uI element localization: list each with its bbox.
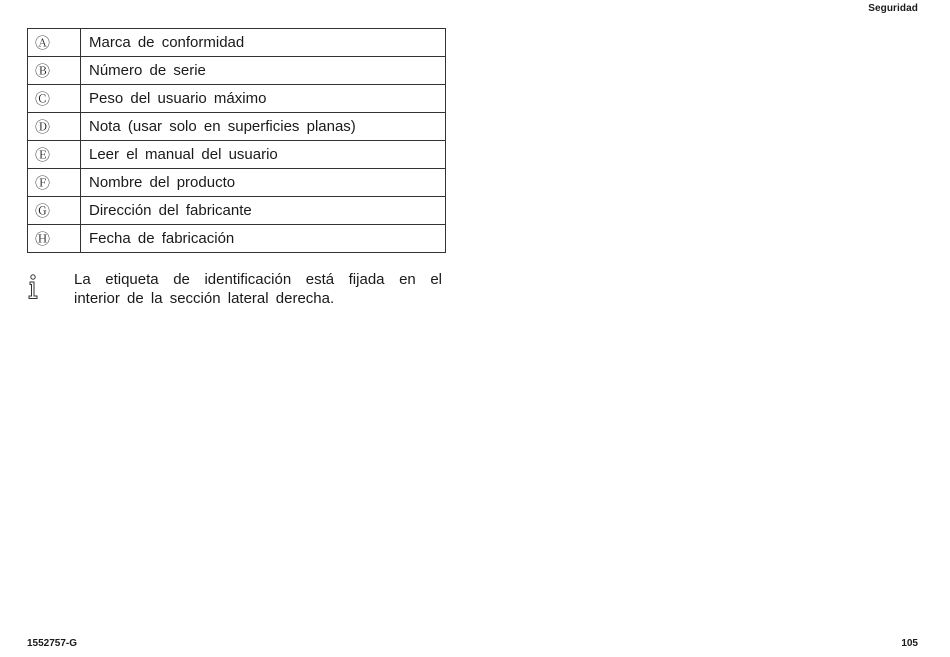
- table-row: [28, 141, 446, 169]
- page-number: 105: [901, 638, 918, 649]
- legend-description: Número de serie: [81, 57, 446, 85]
- legend-description: Leer el manual del usuario: [81, 141, 446, 169]
- legend-description: Nombre del producto: [81, 169, 446, 197]
- table-row: [28, 169, 446, 197]
- document-number: 1552757-G: [27, 638, 78, 649]
- table-row: [28, 197, 446, 225]
- marker-g: Ⓖ: [28, 197, 81, 225]
- marker-h: Ⓗ: [28, 225, 81, 253]
- label-legend-table: [27, 28, 446, 253]
- marker-b: Ⓑ: [28, 57, 81, 85]
- table-row: [28, 113, 446, 141]
- info-note-text: La etiqueta de identificación está fijada en el interior de la sección lateral derecha.: [74, 271, 442, 307]
- marker-d: Ⓓ: [28, 113, 81, 141]
- marker-f: Ⓕ: [28, 169, 81, 197]
- table-row: [28, 225, 446, 253]
- legend-description: Peso del usuario máximo: [81, 85, 446, 113]
- marker-a: Ⓐ: [28, 29, 81, 57]
- table-row: [28, 85, 446, 113]
- legend-description: Marca de conformidad: [81, 29, 446, 57]
- table-row: [28, 57, 446, 85]
- info-note: [27, 270, 442, 308]
- legend-description: Dirección del fabricante: [81, 197, 446, 225]
- marker-c: Ⓒ: [28, 85, 81, 113]
- section-title: Seguridad: [868, 3, 918, 14]
- table-row: [28, 29, 446, 57]
- legend-description: Nota (usar solo en superficies planas): [81, 113, 446, 141]
- legend-description: Fecha de fabricación: [81, 225, 446, 253]
- marker-e: Ⓔ: [28, 141, 81, 169]
- info-icon: [27, 270, 74, 308]
